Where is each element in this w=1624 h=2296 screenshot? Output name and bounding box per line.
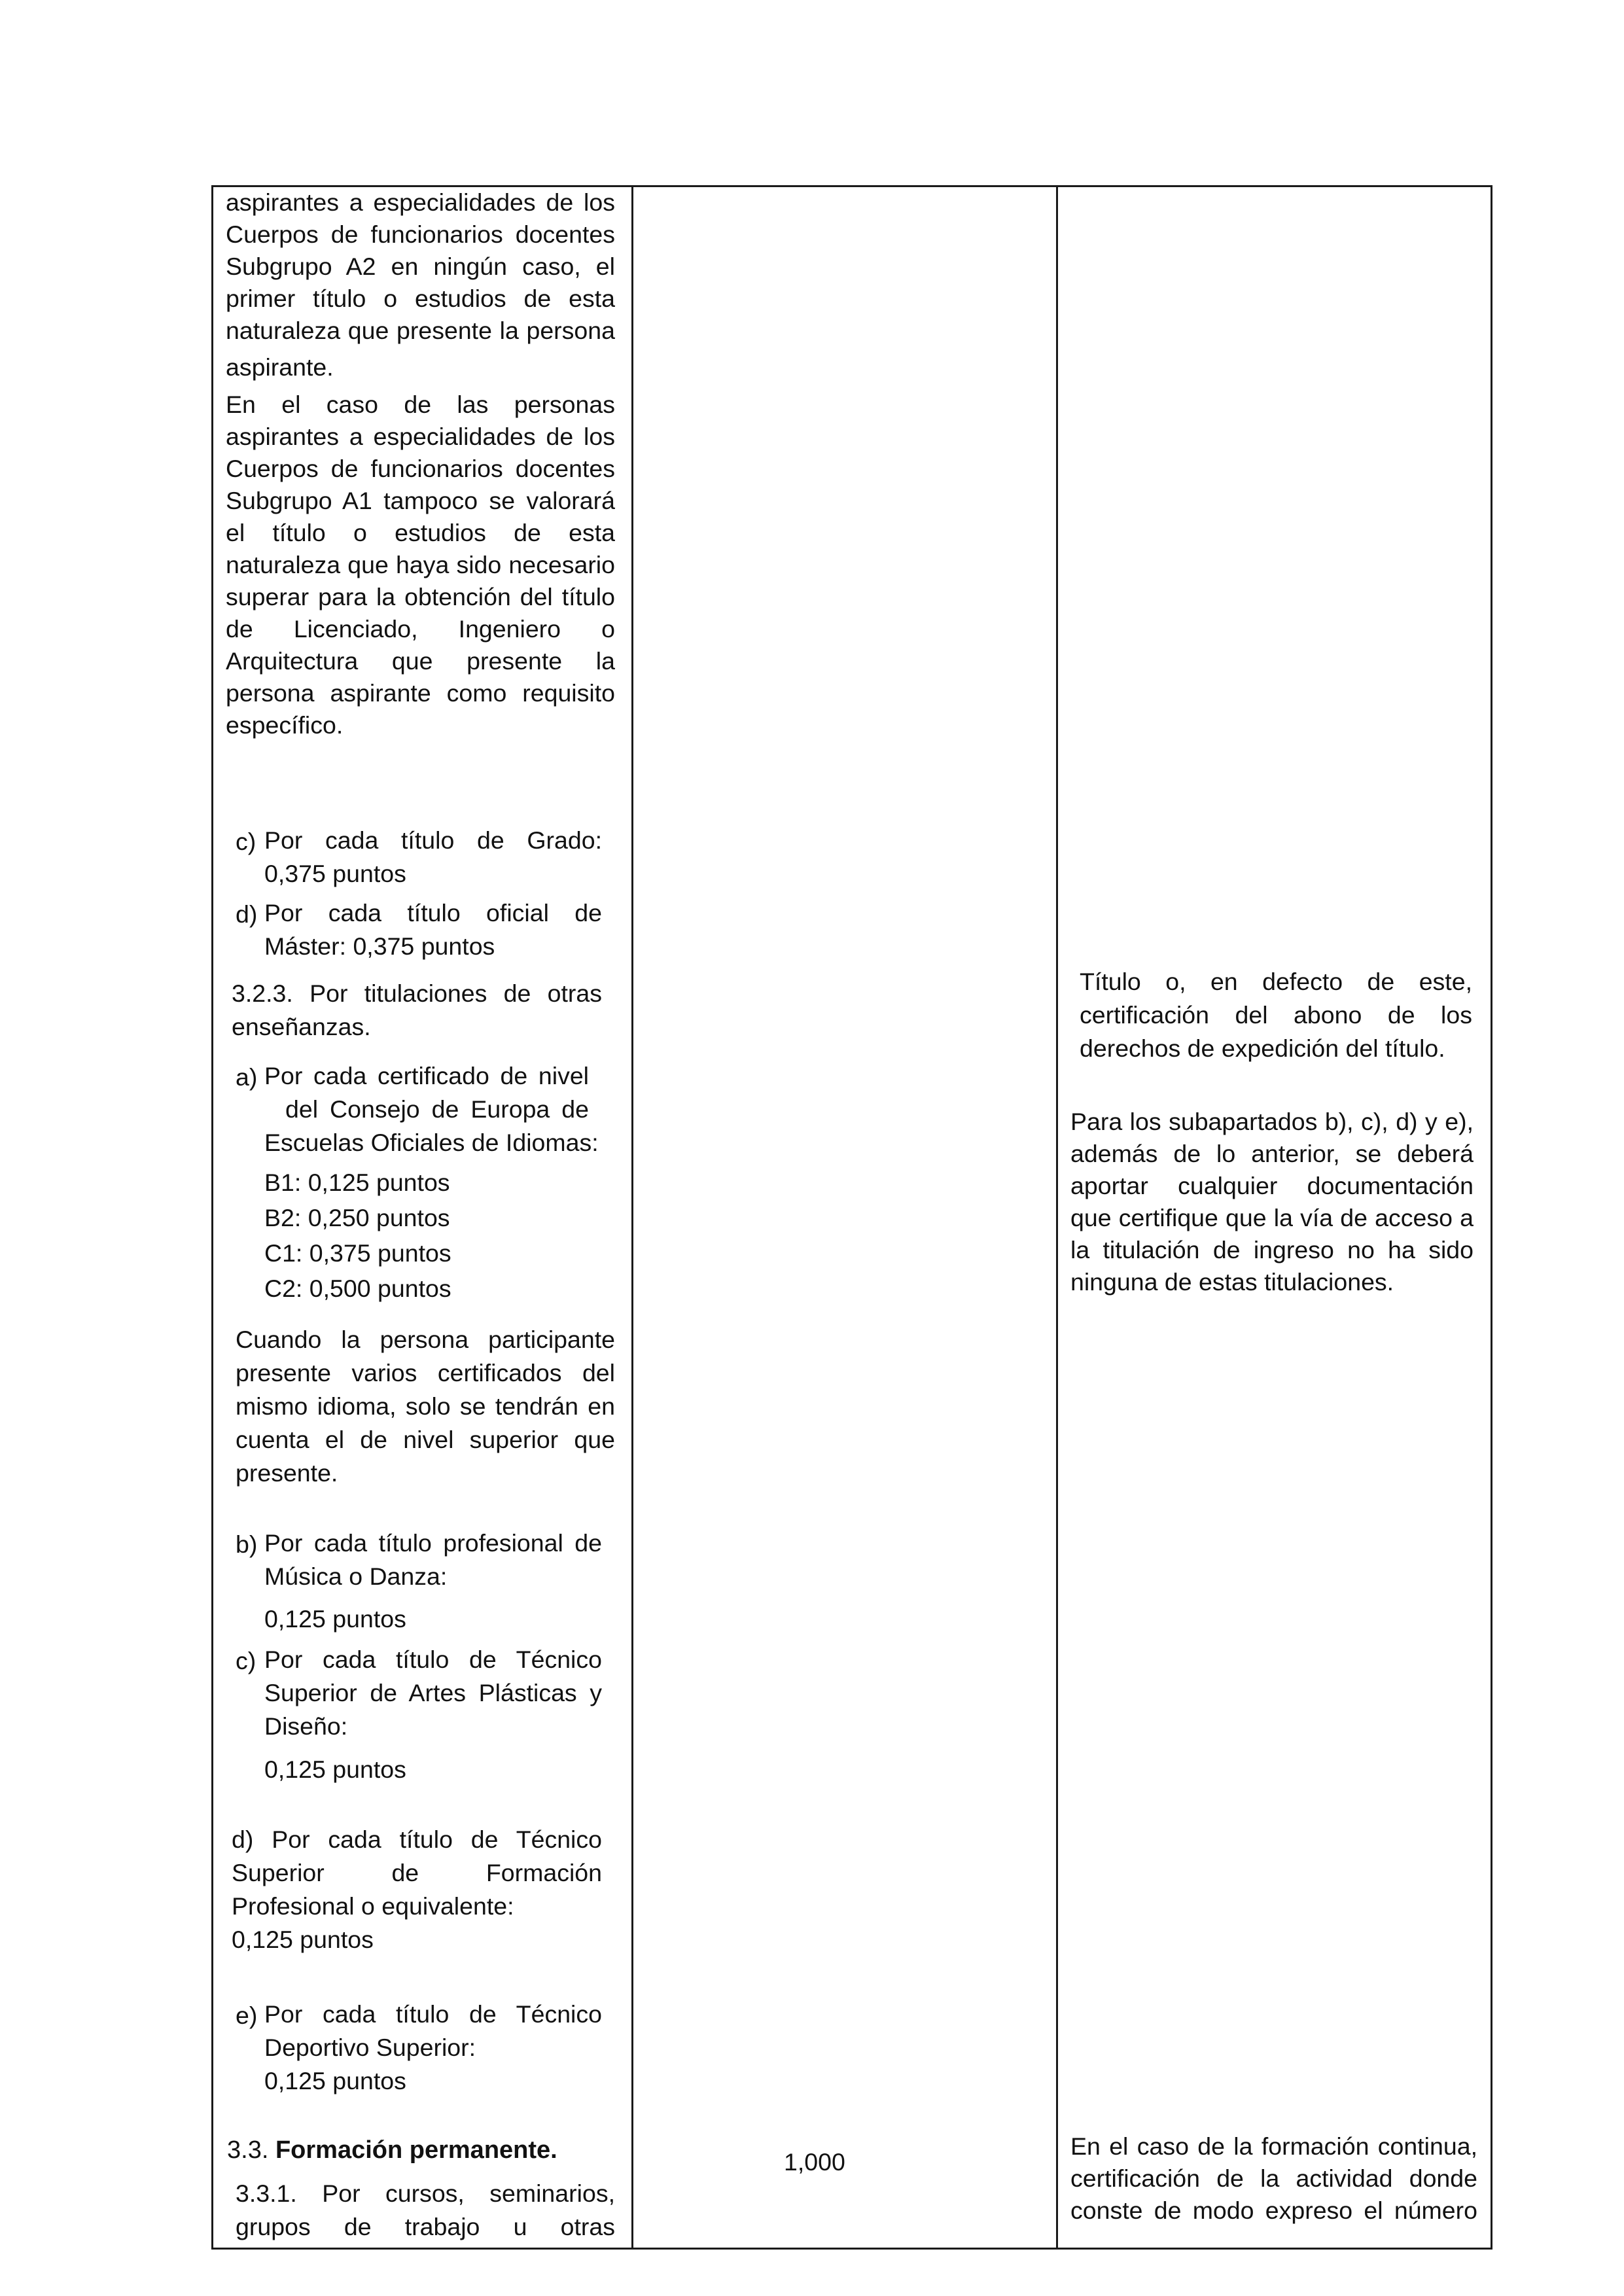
- section-3-3-heading: [227, 2133, 557, 2167]
- text-line: Cuerpos de funcionarios docentes: [226, 455, 615, 482]
- level-b1: B1: 0,125 puntos: [264, 1169, 450, 1196]
- text-line: Profesional o equivalente:: [232, 1892, 514, 1920]
- text-line: presente varios certificados del: [236, 1359, 615, 1386]
- text-line: Diseño:: [264, 1712, 348, 1740]
- text-line: primer título o estudios de esta: [226, 285, 615, 312]
- text-line: que certifique que la vía de acceso a: [1070, 1204, 1474, 1231]
- text-line: En el caso de las personas: [226, 391, 615, 418]
- level-b2: B2: 0,250 puntos: [264, 1204, 450, 1231]
- list-marker: a): [236, 1063, 258, 1091]
- text-line: presente.: [236, 1459, 338, 1487]
- text-line: Título o, en defecto de este,: [1080, 968, 1472, 995]
- text-line: aspirante.: [226, 353, 334, 381]
- text-line: ninguna de estas titulaciones.: [1070, 1268, 1394, 1296]
- text-line: Por cada título oficial de: [264, 899, 602, 927]
- text-line: aspirantes a especialidades de los: [226, 188, 615, 216]
- text-line: conste de modo expreso el número: [1070, 2197, 1477, 2224]
- points-value: 0,125 puntos: [232, 1926, 374, 1953]
- text-line: Por cada título profesional de: [264, 1529, 602, 1557]
- points-value-3-3: 1,000: [784, 2148, 845, 2176]
- text-line: del Consejo de Europa de: [285, 1095, 589, 1123]
- text-line: además de lo anterior, se deberá: [1070, 1140, 1474, 1167]
- level-c1: C1: 0,375 puntos: [264, 1239, 451, 1267]
- text-line: 0,375 puntos: [264, 860, 406, 887]
- list-marker: d): [236, 900, 258, 928]
- points-value: 0,125 puntos: [264, 1605, 406, 1633]
- text-line: Por cada título de Técnico: [264, 1646, 602, 1673]
- text-line: Superior de Artes Plásticas y: [264, 1679, 602, 1706]
- text-line: Escuelas Oficiales de Idiomas:: [264, 1129, 599, 1156]
- text-line: 3.3.1. Por cursos, seminarios,: [236, 2180, 615, 2207]
- text-line: Por cada título de Grado:: [264, 826, 602, 854]
- text-line: Subgrupo A2 en ningún caso, el: [226, 253, 615, 280]
- text-line: aspirantes a especialidades de los: [226, 423, 615, 450]
- text-line: Deportivo Superior:: [264, 2034, 476, 2061]
- text-line: certificación del abono de los: [1080, 1001, 1472, 1029]
- text-line: aportar cualquier documentación: [1070, 1172, 1474, 1199]
- text-line: mismo idioma, solo se tendrán en: [236, 1392, 615, 1420]
- text-line: Para los subapartados b), c), d) y e),: [1070, 1108, 1474, 1135]
- text-line: naturaleza que haya sido necesario: [226, 551, 615, 578]
- text-line: Música o Danza:: [264, 1563, 448, 1590]
- text-line: persona aspirante como requisito: [226, 679, 615, 707]
- text-line: superar para la obtención del título: [226, 583, 615, 610]
- section-number: 3.3.: [227, 2136, 269, 2164]
- text-line: cuenta el de nivel superior que: [236, 1426, 615, 1453]
- text-line: Por cada título de Técnico: [264, 2000, 602, 2028]
- text-line: 3.2.3. Por titulaciones de otras: [232, 980, 602, 1007]
- list-marker: c): [236, 828, 256, 855]
- list-marker: b): [236, 1530, 258, 1558]
- text-line: de Licenciado, Ingeniero o: [226, 615, 615, 643]
- text-line: naturaleza que presente la persona: [226, 317, 615, 344]
- text-line: enseñanzas.: [232, 1013, 371, 1040]
- list-marker: e): [236, 2002, 258, 2029]
- text-line: d) Por cada título de Técnico: [232, 1826, 602, 1853]
- text-line: Arquitectura que presente la: [226, 647, 615, 675]
- text-line: Subgrupo A1 tampoco se valorará: [226, 487, 615, 514]
- list-marker: c): [236, 1647, 256, 1674]
- text-line: Máster: 0,375 puntos: [264, 932, 495, 960]
- column-divider-2: [1056, 185, 1058, 2250]
- text-line: Por cada certificado de nivel: [264, 1062, 589, 1089]
- points-value: 0,125 puntos: [264, 1756, 406, 1783]
- text-line: el título o estudios de esta: [226, 519, 615, 546]
- text-line: Cuerpos de funcionarios docentes: [226, 221, 615, 248]
- text-line: En el caso de la formación continua,: [1070, 2132, 1477, 2160]
- text-line: la titulación de ingreso no ha sido: [1070, 1236, 1474, 1263]
- section-title: Formación permanente.: [275, 2136, 557, 2164]
- level-c2: C2: 0,500 puntos: [264, 1275, 451, 1302]
- text-line: grupos de trabajo u otras: [236, 2213, 615, 2240]
- points-value: 0,125 puntos: [264, 2067, 406, 2094]
- text-line: derechos de expedición del título.: [1080, 1034, 1445, 1062]
- text-line: Superior de Formación: [232, 1859, 602, 1886]
- text-line: específico.: [226, 711, 344, 739]
- column-divider-1: [631, 185, 633, 2250]
- text-line: Cuando la persona participante: [236, 1326, 615, 1353]
- text-line: certificación de la actividad donde: [1070, 2164, 1477, 2192]
